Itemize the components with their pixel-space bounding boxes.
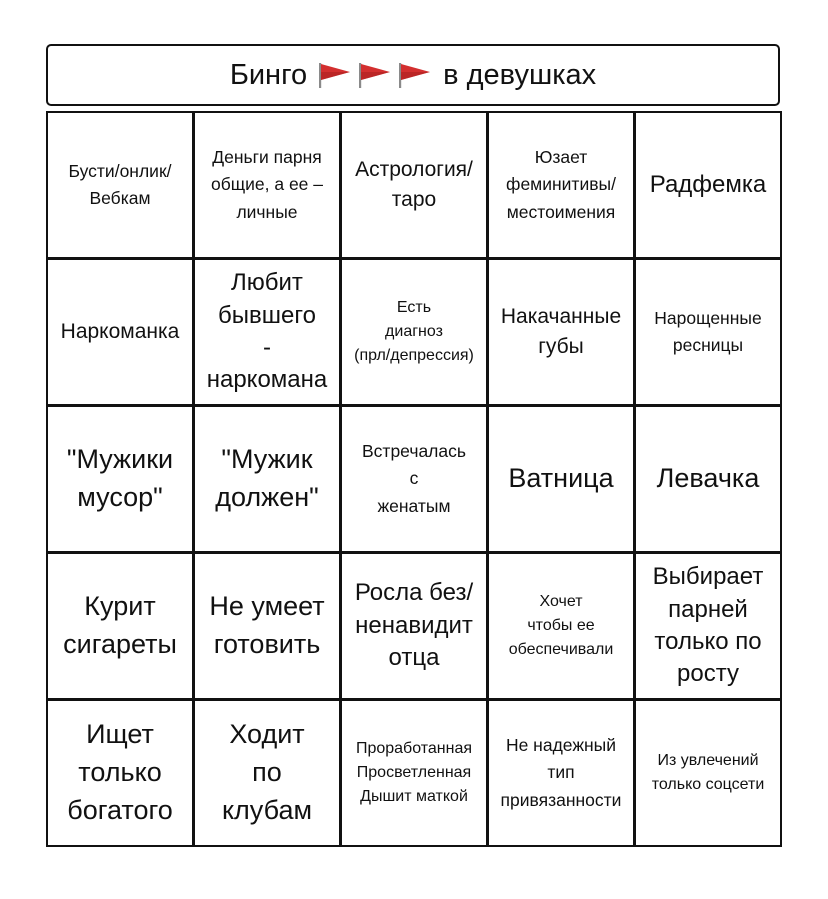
bingo-cell[interactable]: Астрология/ таро [342,113,486,257]
bingo-cell[interactable]: Есть диагноз (прл/депрессия) [342,260,486,404]
title-prefix: Бинго [229,58,308,91]
bingo-cell[interactable]: Встречалась с женатым [342,407,486,551]
red-flag-icon [397,61,433,89]
bingo-cell[interactable]: "Мужики мусор" [48,407,192,551]
bingo-cell[interactable]: Ищет только богатого [48,701,192,845]
bingo-cell[interactable]: "Мужик должен" [195,407,339,551]
bingo-cell[interactable]: Любит бывшего - наркомана [195,260,339,404]
bingo-title-box [46,44,780,106]
bingo-cell[interactable]: Выбирает парней только по росту [636,554,780,698]
bingo-cell[interactable]: Левачка [636,407,780,551]
bingo-cell[interactable]: Из увлечений только соцсети [636,701,780,845]
bingo-cell[interactable]: Нарощенные ресницы [636,260,780,404]
bingo-cell[interactable]: Радфемка [636,113,780,257]
red-flag-icon [357,61,393,89]
bingo-cell[interactable]: Юзает феминитивы/ местоимения [489,113,633,257]
bingo-cell[interactable]: Ватница [489,407,633,551]
bingo-cell[interactable]: Деньги парня общие, а ее – личные [195,113,339,257]
title-suffix: в девушках [443,58,597,91]
bingo-cell[interactable]: Наркоманка [48,260,192,404]
bingo-cell[interactable]: Проработанная Просветленная Дышит маткой [342,701,486,845]
red-flag-icon [317,61,353,89]
bingo-cell[interactable]: Курит сигареты [48,554,192,698]
bingo-cell[interactable]: Накачанные губы [489,260,633,404]
bingo-cell[interactable]: Росла без/ ненавидит отца [342,554,486,698]
red-flags-group [317,61,433,89]
bingo-grid [46,111,782,847]
bingo-cell[interactable]: Бусти/онлик/ Вебкам [48,113,192,257]
bingo-cell[interactable]: Хочет чтобы ее обеспечивали [489,554,633,698]
bingo-cell[interactable]: Ходит по клубам [195,701,339,845]
bingo-cell[interactable]: Не умеет готовить [195,554,339,698]
bingo-cell[interactable]: Не надежный тип привязанности [489,701,633,845]
